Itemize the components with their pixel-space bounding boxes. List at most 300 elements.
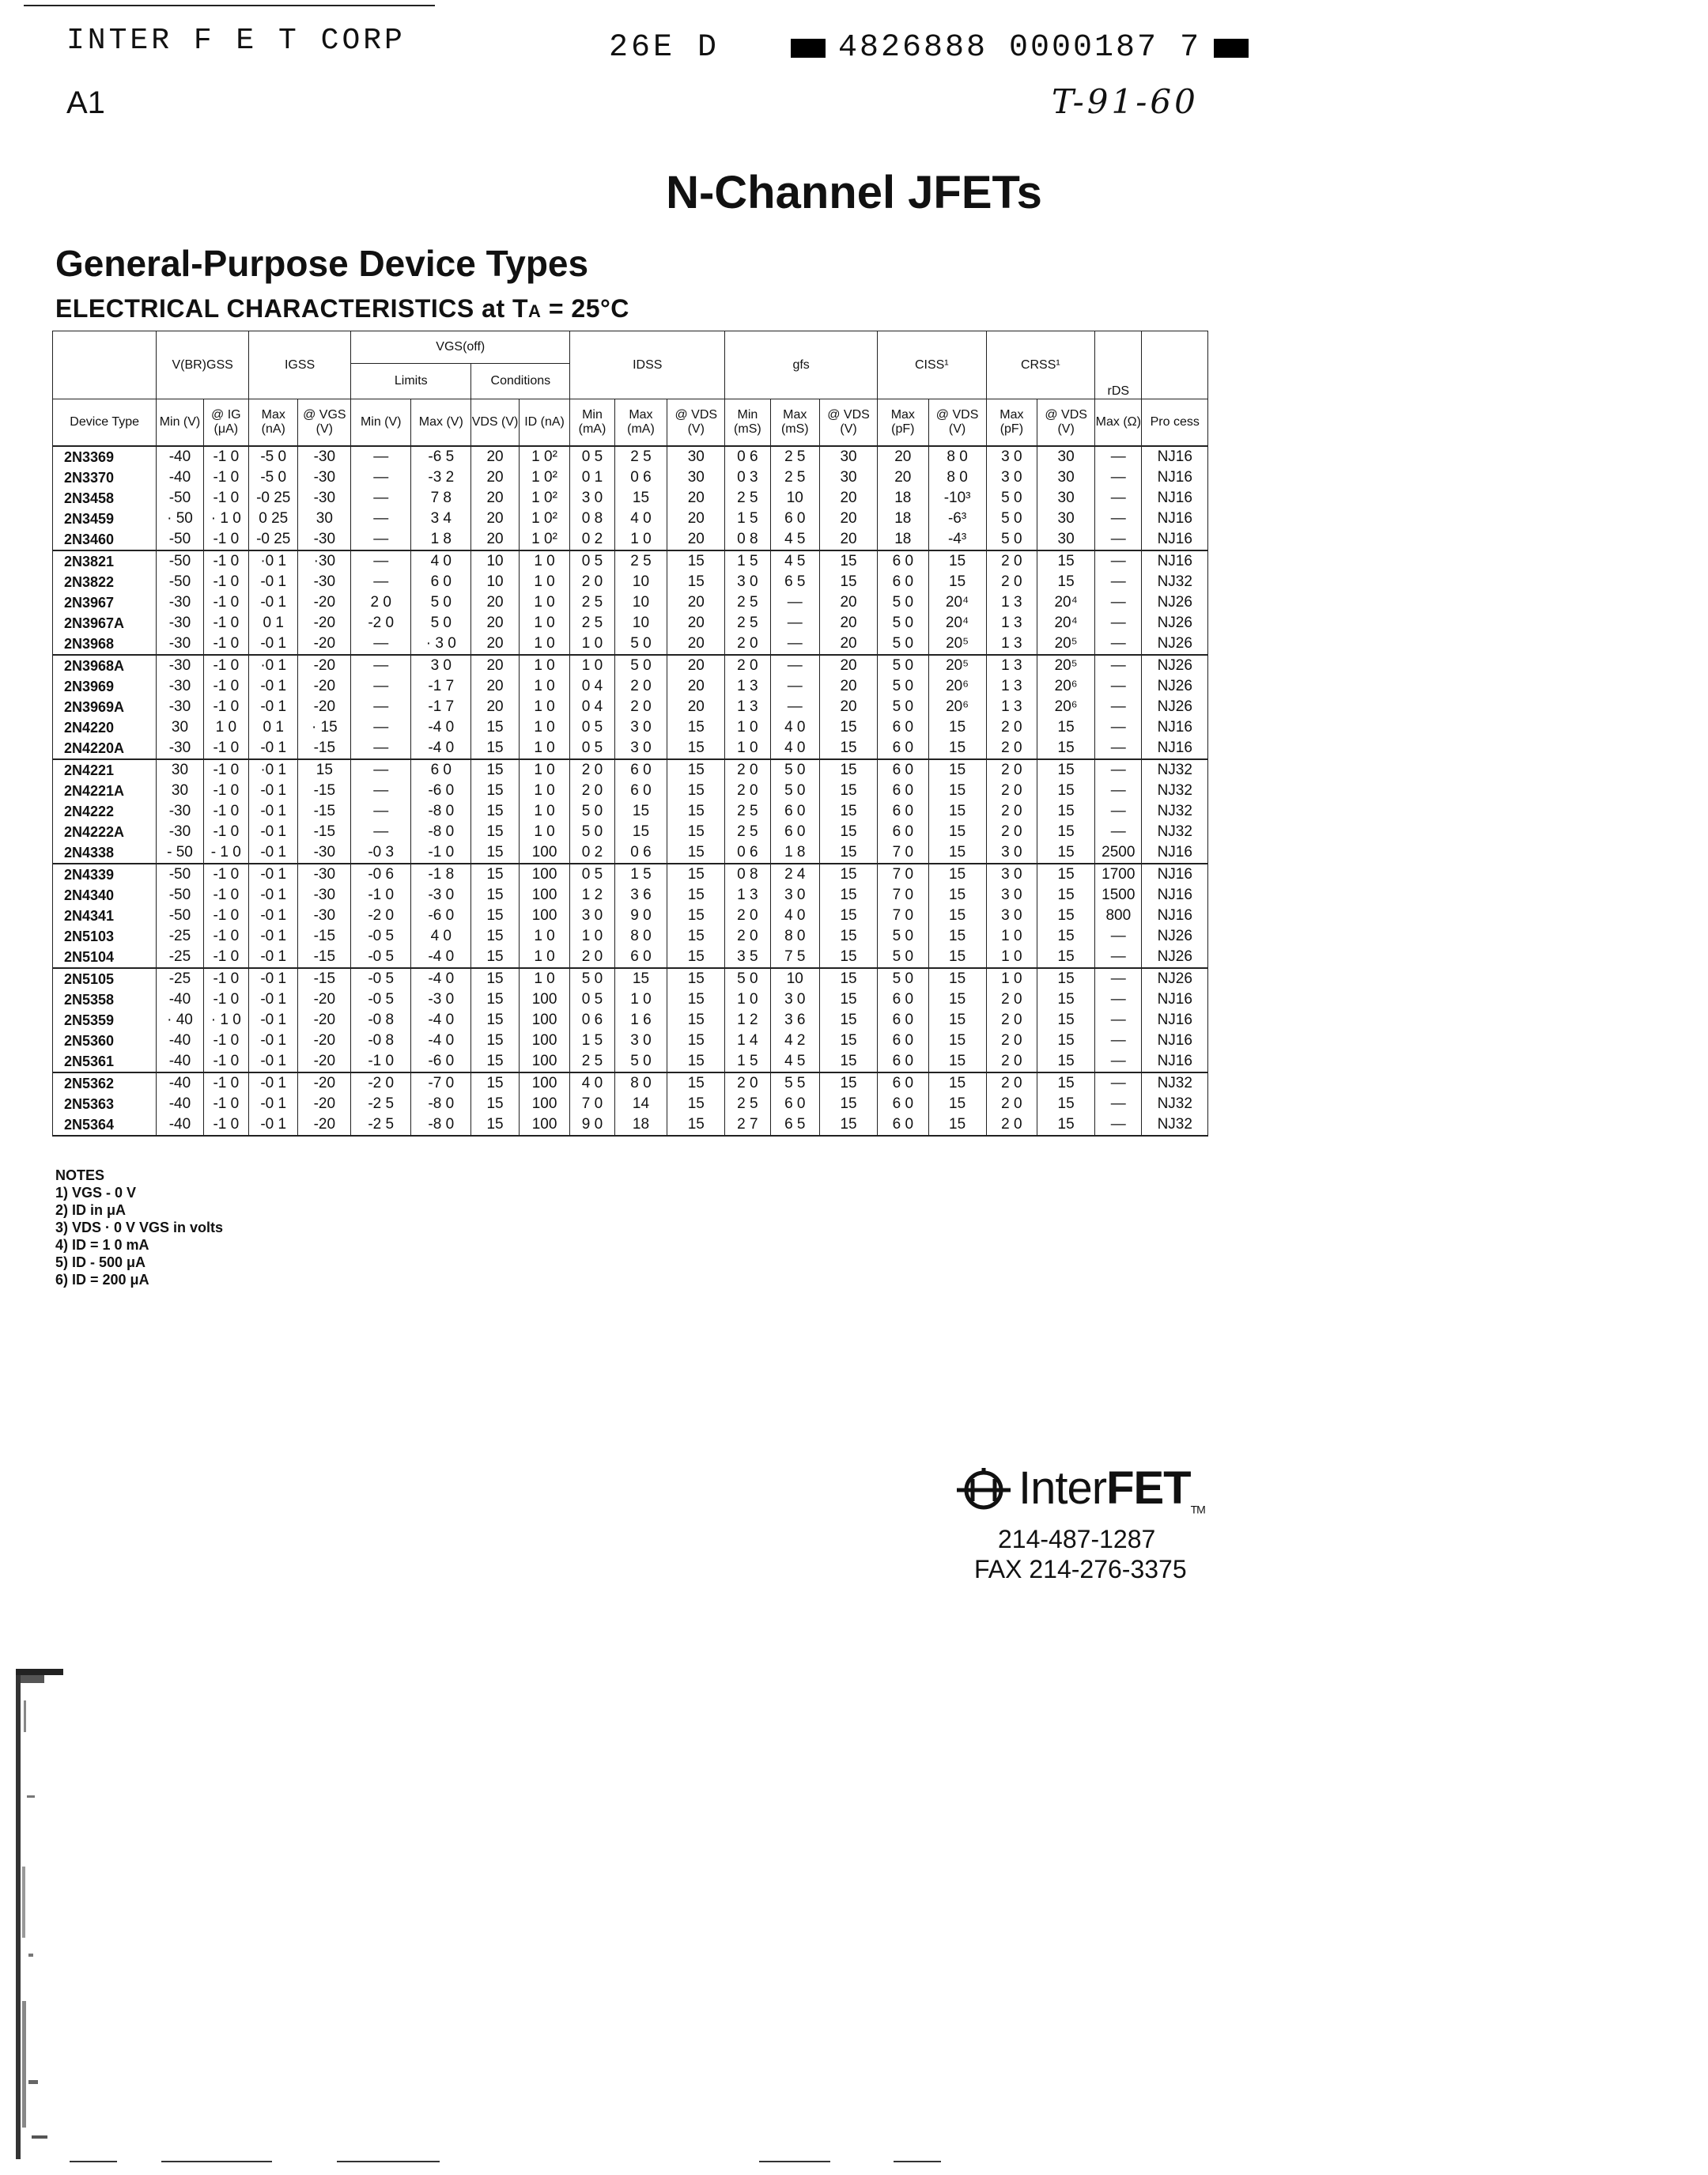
- cell-ciss-vds: 15: [928, 842, 986, 864]
- cell-gfs-min: 1 3: [725, 697, 770, 717]
- cell-vbr-ig: -1 0: [203, 697, 248, 717]
- cell-gfs-vds: 15: [820, 926, 878, 947]
- cell-ciss-max: 6 0: [878, 550, 929, 572]
- cell-vgs-off-min: —: [351, 738, 411, 759]
- cell-rds-max: —: [1095, 1114, 1142, 1136]
- cell-cond-id: 1 0: [519, 717, 570, 738]
- cell-device-type: 2N4220: [53, 717, 157, 738]
- cell-idss-vds: 15: [667, 968, 725, 989]
- cell-rds-max: —: [1095, 550, 1142, 572]
- cell-crss-max: 3 0: [986, 864, 1037, 885]
- cell-idss-vds: 20: [667, 509, 725, 529]
- cell-cond-vds: 15: [471, 738, 519, 759]
- cell-crss-vds: 30: [1037, 446, 1095, 467]
- cell-vbr-min: · 40: [157, 1010, 203, 1031]
- cell-crss-max: 2 0: [986, 1010, 1037, 1031]
- cell-igss-max: -0 1: [248, 842, 298, 864]
- cell-idss-min: 2 0: [570, 759, 614, 781]
- cell-cond-vds: 15: [471, 1114, 519, 1136]
- cell-gfs-vds: 20: [820, 655, 878, 676]
- cell-vbr-min: -25: [157, 947, 203, 968]
- black-bar-mark: [1214, 39, 1249, 58]
- cell-crss-max: 5 0: [986, 488, 1037, 509]
- cell-crss-max: 3 0: [986, 885, 1037, 906]
- cell-idss-max: 10: [614, 613, 667, 634]
- cell-ciss-max: 6 0: [878, 781, 929, 801]
- cell-idss-max: 5 0: [614, 655, 667, 676]
- cell-device-type: 2N3968: [53, 634, 157, 655]
- cell-gfs-max: 4 2: [770, 1031, 820, 1051]
- cell-idss-max: 5 0: [614, 1051, 667, 1072]
- cell-igss-max: ·0 1: [248, 550, 298, 572]
- cell-vgs-off-min: -0 3: [351, 842, 411, 864]
- cell-process: NJ26: [1142, 947, 1208, 968]
- cell-igss-vgs: ·30: [298, 550, 351, 572]
- cell-vbr-ig: -1 0: [203, 1094, 248, 1114]
- cell-idss-max: 3 6: [614, 885, 667, 906]
- cell-gfs-vds: 15: [820, 717, 878, 738]
- cell-vbr-min: -50: [157, 906, 203, 926]
- cell-idss-min: 1 2: [570, 885, 614, 906]
- cell-idss-vds: 15: [667, 550, 725, 572]
- cell-cond-vds: 15: [471, 947, 519, 968]
- cell-vbr-min: -30: [157, 801, 203, 822]
- cell-process: NJ16: [1142, 529, 1208, 550]
- cell-idss-max: 8 0: [614, 926, 667, 947]
- cell-gfs-vds: 15: [820, 1010, 878, 1031]
- cell-vgs-off-max: · 3 0: [411, 634, 471, 655]
- cell-idss-min: 1 0: [570, 655, 614, 676]
- cell-igss-vgs: -30: [298, 467, 351, 488]
- cell-cond-id: 1 0: [519, 655, 570, 676]
- cell-ciss-max: 6 0: [878, 1010, 929, 1031]
- table-row: [53, 592, 1208, 613]
- cell-process: NJ16: [1142, 509, 1208, 529]
- cell-device-type: 2N3460: [53, 529, 157, 550]
- cell-igss-max: -0 1: [248, 1114, 298, 1136]
- cell-idss-vds: 15: [667, 759, 725, 781]
- cell-vgs-off-min: —: [351, 822, 411, 842]
- cell-process: NJ26: [1142, 697, 1208, 717]
- cell-vbr-ig: -1 0: [203, 968, 248, 989]
- cell-igss-max: -0 1: [248, 697, 298, 717]
- cell-rds-max: —: [1095, 655, 1142, 676]
- cell-device-type: 2N5362: [53, 1072, 157, 1094]
- cell-crss-vds: 15: [1037, 572, 1095, 592]
- header-idss: IDSS: [570, 331, 725, 399]
- cell-process: NJ26: [1142, 968, 1208, 989]
- cell-ciss-max: 5 0: [878, 968, 929, 989]
- cell-gfs-min: 1 5: [725, 1051, 770, 1072]
- cell-gfs-vds: 20: [820, 676, 878, 697]
- cell-idss-max: 14: [614, 1094, 667, 1114]
- cell-gfs-max: 2 5: [770, 446, 820, 467]
- cell-cond-id: 1 0: [519, 947, 570, 968]
- cell-device-type: 2N4340: [53, 885, 157, 906]
- cell-device-type: 2N3821: [53, 550, 157, 572]
- cell-process: NJ32: [1142, 822, 1208, 842]
- cell-igss-vgs: -30: [298, 488, 351, 509]
- cell-gfs-max: 3 6: [770, 1010, 820, 1031]
- cell-gfs-min: 2 5: [725, 1094, 770, 1114]
- cell-idss-vds: 15: [667, 989, 725, 1010]
- cell-rds-max: —: [1095, 1010, 1142, 1031]
- cell-gfs-min: 1 5: [725, 550, 770, 572]
- cell-vbr-min: -30: [157, 655, 203, 676]
- cell-cond-id: 1 0: [519, 634, 570, 655]
- cell-igss-max: -0 25: [248, 529, 298, 550]
- cell-crss-vds: 15: [1037, 781, 1095, 801]
- cell-idss-vds: 30: [667, 467, 725, 488]
- cell-process: NJ16: [1142, 550, 1208, 572]
- cell-cond-vds: 20: [471, 592, 519, 613]
- table-row: [53, 738, 1208, 759]
- cell-idss-max: 9 0: [614, 906, 667, 926]
- note-item: 5) ID - 500 μA: [55, 1254, 146, 1270]
- bottom-mark: [161, 2161, 272, 2162]
- cell-ciss-max: 6 0: [878, 572, 929, 592]
- table-row: [53, 781, 1208, 801]
- cell-idss-vds: 15: [667, 1031, 725, 1051]
- cell-cond-vds: 15: [471, 801, 519, 822]
- cell-vgs-off-max: -4 0: [411, 947, 471, 968]
- cell-idss-vds: 15: [667, 1051, 725, 1072]
- cell-crss-max: 2 0: [986, 759, 1037, 781]
- cell-ciss-vds: 15: [928, 738, 986, 759]
- cell-vgs-off-max: 6 0: [411, 759, 471, 781]
- table-row: [53, 822, 1208, 842]
- cell-idss-vds: 15: [667, 781, 725, 801]
- cell-vbr-min: 30: [157, 759, 203, 781]
- cell-cond-vds: 20: [471, 697, 519, 717]
- cell-gfs-max: 6 5: [770, 1114, 820, 1136]
- cell-ciss-max: 6 0: [878, 1094, 929, 1114]
- cell-crss-vds: 15: [1037, 968, 1095, 989]
- cell-idss-max: 1 0: [614, 529, 667, 550]
- header-gfs-vds: @ VDS (V): [820, 399, 878, 447]
- cell-ciss-max: 6 0: [878, 717, 929, 738]
- cell-crss-vds: 15: [1037, 1051, 1095, 1072]
- cell-idss-max: 6 0: [614, 781, 667, 801]
- bottom-mark: [70, 2161, 117, 2162]
- cell-idss-max: 1 5: [614, 864, 667, 885]
- cell-vbr-ig: -1 0: [203, 947, 248, 968]
- cell-vgs-off-min: —: [351, 467, 411, 488]
- cell-vgs-off-min: —: [351, 446, 411, 467]
- cell-device-type: 2N3459: [53, 509, 157, 529]
- cell-cond-id: 1 0: [519, 572, 570, 592]
- interfet-logo: [954, 1462, 1205, 1516]
- cell-idss-min: 5 0: [570, 968, 614, 989]
- cell-cond-id: 1 0²: [519, 529, 570, 550]
- bottom-mark: [337, 2161, 440, 2162]
- header-ciss-max: Max (pF): [878, 399, 929, 447]
- cell-gfs-max: 5 5: [770, 1072, 820, 1094]
- cell-igss-max: -5 0: [248, 467, 298, 488]
- cell-device-type: 2N3968A: [53, 655, 157, 676]
- cell-igss-max: -0 1: [248, 592, 298, 613]
- cell-gfs-max: 5 0: [770, 781, 820, 801]
- cell-igss-max: -0 1: [248, 634, 298, 655]
- cell-vbr-ig: 1 0: [203, 717, 248, 738]
- cell-igss-vgs: -15: [298, 926, 351, 947]
- cell-igss-vgs: -15: [298, 947, 351, 968]
- cell-gfs-max: —: [770, 592, 820, 613]
- cell-cond-id: 100: [519, 885, 570, 906]
- cell-idss-vds: 15: [667, 1072, 725, 1094]
- cell-device-type: 2N4341: [53, 906, 157, 926]
- cell-idss-max: 2 5: [614, 446, 667, 467]
- cell-gfs-max: 4 0: [770, 738, 820, 759]
- table-row: [53, 801, 1208, 822]
- cell-device-type: 2N3370: [53, 467, 157, 488]
- note-item: 6) ID = 200 μA: [55, 1272, 149, 1288]
- note-item: 2) ID in μA: [55, 1202, 127, 1218]
- cell-ciss-vds: 15: [928, 550, 986, 572]
- cell-igss-vgs: -30: [298, 842, 351, 864]
- cell-cond-id: 100: [519, 989, 570, 1010]
- cell-rds-max: —: [1095, 676, 1142, 697]
- table-row: [53, 655, 1208, 676]
- cell-ciss-max: 6 0: [878, 738, 929, 759]
- bottom-mark: [894, 2161, 941, 2162]
- cell-ciss-vds: 15: [928, 968, 986, 989]
- header-vbr-min: Min (V): [157, 399, 203, 447]
- cell-cond-id: 1 0: [519, 781, 570, 801]
- header-device-type: Device Type: [53, 399, 157, 447]
- cell-idss-vds: 20: [667, 676, 725, 697]
- characteristics-heading: [55, 294, 629, 323]
- cell-gfs-min: 1 2: [725, 1010, 770, 1031]
- cell-device-type: 2N5359: [53, 1010, 157, 1031]
- cell-cond-id: 1 0: [519, 676, 570, 697]
- cell-igss-vgs: -15: [298, 968, 351, 989]
- cell-idss-vds: 15: [667, 906, 725, 926]
- cell-device-type: 2N4222A: [53, 822, 157, 842]
- cell-crss-vds: 20⁴: [1037, 613, 1095, 634]
- cell-vbr-min: -30: [157, 613, 203, 634]
- cell-vgs-off-min: -1 0: [351, 1051, 411, 1072]
- cell-rds-max: —: [1095, 947, 1142, 968]
- cell-vbr-min: -40: [157, 1114, 203, 1136]
- cell-ciss-vds: 15: [928, 989, 986, 1010]
- cell-igss-max: ·0 1: [248, 655, 298, 676]
- table-row: [53, 1010, 1208, 1031]
- cell-vgs-off-max: -4 0: [411, 717, 471, 738]
- cell-ciss-max: 18: [878, 509, 929, 529]
- cell-gfs-vds: 20: [820, 634, 878, 655]
- cell-crss-max: 2 0: [986, 738, 1037, 759]
- cell-process: NJ32: [1142, 801, 1208, 822]
- cell-gfs-vds: 15: [820, 968, 878, 989]
- cell-ciss-vds: 15: [928, 717, 986, 738]
- cell-gfs-min: 2 5: [725, 488, 770, 509]
- cell-cond-vds: 15: [471, 759, 519, 781]
- cell-crss-max: 1 0: [986, 947, 1037, 968]
- cell-gfs-max: —: [770, 634, 820, 655]
- cell-gfs-max: 4 5: [770, 550, 820, 572]
- cell-rds-max: —: [1095, 989, 1142, 1010]
- cell-vgs-off-max: -6 0: [411, 906, 471, 926]
- cell-ciss-vds: 15: [928, 822, 986, 842]
- cell-crss-max: 2 0: [986, 989, 1037, 1010]
- cell-device-type: 2N5358: [53, 989, 157, 1010]
- cell-idss-min: 0 5: [570, 550, 614, 572]
- cell-crss-vds: 15: [1037, 801, 1095, 822]
- cell-vgs-off-min: —: [351, 509, 411, 529]
- cell-ciss-vds: 15: [928, 947, 986, 968]
- cell-idss-vds: 15: [667, 572, 725, 592]
- header-vbr-ig: @ IG (μA): [203, 399, 248, 447]
- cell-cond-vds: 15: [471, 1094, 519, 1114]
- cell-gfs-min: 2 5: [725, 613, 770, 634]
- cell-gfs-min: 2 0: [725, 634, 770, 655]
- cell-rds-max: —: [1095, 697, 1142, 717]
- cell-crss-max: 3 0: [986, 842, 1037, 864]
- cell-cond-id: 1 0: [519, 926, 570, 947]
- cell-vbr-min: -40: [157, 1031, 203, 1051]
- cell-ciss-vds: 20⁶: [928, 676, 986, 697]
- cell-gfs-max: 4 0: [770, 717, 820, 738]
- note-item: 1) VGS - 0 V: [55, 1185, 137, 1201]
- cell-gfs-max: 6 0: [770, 1094, 820, 1114]
- cell-crss-max: 2 0: [986, 550, 1037, 572]
- cell-vbr-min: · 50: [157, 509, 203, 529]
- cell-gfs-min: 3 0: [725, 572, 770, 592]
- cell-gfs-min: 2 0: [725, 655, 770, 676]
- cell-crss-vds: 15: [1037, 1031, 1095, 1051]
- wordmark-light: Inter: [1018, 1462, 1107, 1514]
- table-row: [53, 864, 1208, 885]
- cell-crss-max: 1 3: [986, 592, 1037, 613]
- cell-cond-id: 1 0²: [519, 488, 570, 509]
- cell-cond-id: 1 0: [519, 759, 570, 781]
- cell-vgs-off-min: -0 8: [351, 1010, 411, 1031]
- cell-crss-vds: 30: [1037, 488, 1095, 509]
- cell-vbr-min: -50: [157, 864, 203, 885]
- cell-igss-max: -0 1: [248, 738, 298, 759]
- cell-igss-max: -0 1: [248, 864, 298, 885]
- cell-crss-max: 2 0: [986, 1051, 1037, 1072]
- cell-vgs-off-min: 2 0: [351, 592, 411, 613]
- cell-process: NJ16: [1142, 906, 1208, 926]
- cell-idss-vds: 15: [667, 842, 725, 864]
- cell-gfs-min: 0 6: [725, 842, 770, 864]
- header-limits: Limits: [351, 364, 471, 399]
- cell-ciss-max: 5 0: [878, 676, 929, 697]
- cell-gfs-vds: 15: [820, 1094, 878, 1114]
- cell-gfs-min: 1 0: [725, 717, 770, 738]
- cell-cond-id: 1 0: [519, 801, 570, 822]
- cell-vgs-off-max: -8 0: [411, 801, 471, 822]
- cell-crss-vds: 15: [1037, 550, 1095, 572]
- header-rds: rDS: [1095, 331, 1142, 399]
- cell-vbr-min: -50: [157, 550, 203, 572]
- cell-ciss-vds: 15: [928, 801, 986, 822]
- cell-rds-max: —: [1095, 717, 1142, 738]
- cell-crss-max: 2 0: [986, 1114, 1037, 1136]
- header-rds-max: Max (Ω): [1095, 399, 1142, 447]
- cell-ciss-vds: 15: [928, 906, 986, 926]
- cell-vgs-off-max: -1 8: [411, 864, 471, 885]
- cell-cond-id: 100: [519, 1094, 570, 1114]
- cell-cond-id: 1 0²: [519, 467, 570, 488]
- table-row: [53, 676, 1208, 697]
- cell-vbr-min: -40: [157, 446, 203, 467]
- cell-ciss-max: 5 0: [878, 697, 929, 717]
- cell-crss-max: 2 0: [986, 1072, 1037, 1094]
- cell-vbr-ig: -1 0: [203, 989, 248, 1010]
- cell-idss-vds: 15: [667, 1010, 725, 1031]
- cell-gfs-max: 5 0: [770, 759, 820, 781]
- cell-vbr-ig: -1 0: [203, 822, 248, 842]
- cell-device-type: 2N3967A: [53, 613, 157, 634]
- cell-ciss-vds: 20⁵: [928, 655, 986, 676]
- cell-vgs-off-max: -4 0: [411, 1031, 471, 1051]
- cell-igss-vgs: -20: [298, 613, 351, 634]
- cell-gfs-max: —: [770, 613, 820, 634]
- cell-crss-max: 2 0: [986, 1094, 1037, 1114]
- cell-crss-vds: 30: [1037, 529, 1095, 550]
- cell-cond-id: 1 0: [519, 613, 570, 634]
- cell-vgs-off-min: -2 0: [351, 906, 411, 926]
- cell-device-type: 2N5360: [53, 1031, 157, 1051]
- cell-idss-min: 0 1: [570, 467, 614, 488]
- cell-idss-vds: 20: [667, 697, 725, 717]
- cell-idss-max: 15: [614, 822, 667, 842]
- cell-idss-vds: 20: [667, 613, 725, 634]
- cell-idss-vds: 15: [667, 1094, 725, 1114]
- cell-rds-max: —: [1095, 738, 1142, 759]
- cell-gfs-min: 2 5: [725, 822, 770, 842]
- cell-ciss-vds: -10³: [928, 488, 986, 509]
- header-gfs-min: Min (mS): [725, 399, 770, 447]
- cell-process: NJ16: [1142, 885, 1208, 906]
- cell-idss-min: 0 5: [570, 989, 614, 1010]
- cell-igss-max: -0 25: [248, 488, 298, 509]
- cell-ciss-vds: 15: [928, 1114, 986, 1136]
- cell-vgs-off-max: -8 0: [411, 1094, 471, 1114]
- cell-idss-min: 0 5: [570, 738, 614, 759]
- cell-idss-max: 3 0: [614, 738, 667, 759]
- cell-vgs-off-max: -1 7: [411, 697, 471, 717]
- cell-rds-max: —: [1095, 781, 1142, 801]
- cell-idss-max: 1 0: [614, 989, 667, 1010]
- cell-cond-vds: 15: [471, 1072, 519, 1094]
- cell-gfs-min: 0 3: [725, 467, 770, 488]
- cell-vbr-ig: -1 0: [203, 1072, 248, 1094]
- cell-crss-vds: 20⁴: [1037, 592, 1095, 613]
- cell-gfs-vds: 15: [820, 759, 878, 781]
- note-item: 4) ID = 1 0 mA: [55, 1237, 149, 1253]
- cell-process: NJ16: [1142, 446, 1208, 467]
- cell-vgs-off-min: -2 5: [351, 1114, 411, 1136]
- table-row: [53, 1072, 1208, 1094]
- cell-idss-max: 10: [614, 572, 667, 592]
- cell-ciss-vds: 15: [928, 1051, 986, 1072]
- doc-number: 4826888 0000187 7: [838, 30, 1202, 66]
- cell-idss-max: 18: [614, 1114, 667, 1136]
- cell-idss-min: 0 5: [570, 717, 614, 738]
- cell-vgs-off-max: 3 4: [411, 509, 471, 529]
- header-gfs-max: Max (mS): [770, 399, 820, 447]
- header-code: 26E D: [609, 30, 720, 66]
- cell-rds-max: —: [1095, 592, 1142, 613]
- cell-process: NJ26: [1142, 592, 1208, 613]
- cell-igss-vgs: -30: [298, 446, 351, 467]
- cell-ciss-vds: 15: [928, 864, 986, 885]
- cell-igss-max: -0 1: [248, 781, 298, 801]
